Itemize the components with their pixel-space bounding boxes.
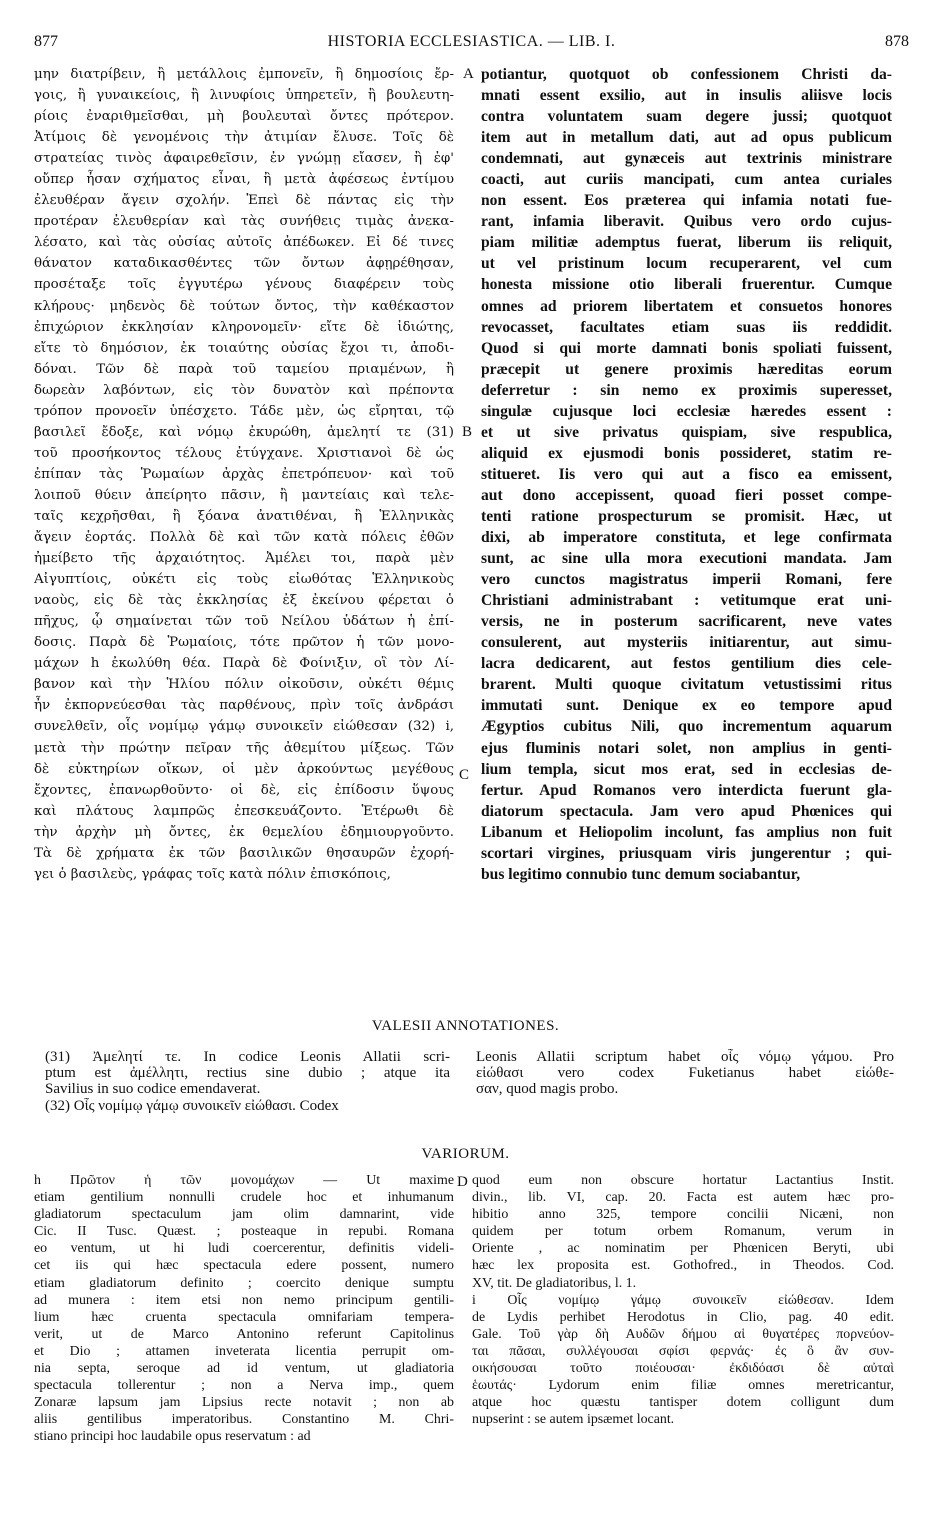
text-line: brarent. Multi quoque civitatum vetustissimi ritus xyxy=(481,676,892,694)
text-line: προσέταξε τοῖς ἐγγυτέρω γένους διαφέρειν τοὺς xyxy=(34,277,454,293)
text-line: nupserint : se autem ipsæmet locant. xyxy=(472,1412,675,1428)
text-line: οικήσουσαι τοῦτο ποιέουσαι· ἐκδιδόασι δὲ αὐταὶ xyxy=(472,1361,894,1377)
text-line: ναοὺς, εἰς δὲ τὰς ἐκκλησίας ἐξ ἐκείνου φέρεται ὁ xyxy=(34,593,454,609)
text-line: ἔχοντες, ἐπανωρθοῦντο· οἱ δὲ, εἰς ἐπίδοσιν ὕψους xyxy=(34,782,454,798)
text-line: εἴτε τὸ δημόσιον, ἐκ τοιαύτης οὐσίας ἔχοι τι, ἀποδι- xyxy=(34,340,454,356)
text-line: tenti ratione prospecturum se promisit. Hæc, ut xyxy=(481,507,892,525)
text-line: diatorum spectacula. Jam vero apud Phœnices qui xyxy=(481,802,892,820)
text-line: δωρεὰν λαβόντων, εἰς τὸν δυνατὸν καὶ πρέποντα xyxy=(34,382,454,398)
text-line: præcepit ut genere proximis hæreditas eorum xyxy=(481,360,892,378)
text-line: προτέραν ἐλευθερίαν καὶ τὰς συνήθεις τιμὰς ἀνεκα- xyxy=(34,214,454,230)
text-line: aut dono accepissent, quoad fieri posset compe- xyxy=(481,486,892,504)
text-line: divin., lib. VI, cap. 20. Facta est autem hæc pro- xyxy=(472,1190,894,1206)
text-line: hibitio anno 325, tempore concilii Nicæni, non xyxy=(472,1207,894,1223)
text-line: revocasset, facultates etiam suas iis reddidit. xyxy=(481,318,892,336)
text-line: Oriente , ac nominatim per Phœnicen Beryti, ubi xyxy=(472,1241,894,1257)
text-line: sunt, ac sine ulla mora executioni mandata. Jam xyxy=(481,550,892,568)
latin-text-column xyxy=(481,64,892,885)
text-line: ἠμείβετο τῆς ἀρχαιότητος. Ἀμέλει τοι, παρὰ μὲν xyxy=(34,551,454,567)
section-marker-b: B xyxy=(462,424,473,440)
variorum-notes-right xyxy=(472,1172,894,1428)
text-line: δόναι. Τῶν δὲ παρὰ τοῦ ταμείου πριαμένων, ἢ xyxy=(34,361,454,377)
text-line: ρίοις ἐναριθμεῖσθαι, μὴ βουλευταὶ ὄντες πρότερον. xyxy=(34,109,454,125)
text-line: Zonaræ lapsum jam Lipsius recte notavit ; non ab xyxy=(34,1395,454,1411)
text-line: (31) Ἀμελητί τε. In codice Leonis Allatii scri- xyxy=(45,1049,450,1065)
running-title: HISTORIA ECCLESIASTICA. — LIB. I. xyxy=(327,33,616,50)
text-line: scortari virgines, priusquam viris jungerentur ; qui- xyxy=(481,844,892,862)
text-line: συνελθεῖν, οἷς νομίμῳ γάμῳ συνοικεῖν εἰώθεσαν (32) i, xyxy=(34,719,454,735)
text-line: ἑωυτάς· Lydorum enim filiæ omnes meretricantur, xyxy=(472,1378,894,1394)
text-line: rant, infamia liberavit. Quibus vero ordo cujus- xyxy=(481,213,892,231)
text-line: τὴν ἀρχὴν μὴ ὄντες, ἐκ θεμελίου ἐδημιουργοῦντο. xyxy=(34,824,454,840)
text-line: οὔπερ ἦσαν σχήματος εἶναι, ἢ μετὰ ἀφέσεως ἐντίμου xyxy=(34,172,454,188)
text-line: Leonis Allatii scriptum habet οἷς νόμῳ γάμου. Pro xyxy=(476,1049,894,1065)
text-line: lium hæc cruenta spectacula omnifariam tempera- xyxy=(34,1309,454,1325)
text-line: βανον καὶ τὴν Ἡλίου πόλιν οἰκοῦσιν, οὐκέτι θέμις xyxy=(34,677,454,693)
page-number-left: 877 xyxy=(34,33,58,50)
text-line: Αἰγυπτίοις, οὐκέτι εἰς τοὺς εἰωθότας Ἑλληνικοὺς xyxy=(34,572,454,588)
text-line: consulerent, aut mysteriis initiarentur, aut simu- xyxy=(481,634,892,652)
text-line: μετὰ τὴν πρώτην πεῖραν τῆς ἀθεμίτου μίξεως. Τῶν xyxy=(34,740,454,756)
valesii-notes-left xyxy=(45,1049,450,1114)
running-header xyxy=(34,33,909,55)
text-line: nia septa, seroque ad id ventum, ut gladiatoria xyxy=(34,1361,454,1377)
text-line: λοιποῦ θύειν ἀπείρητο πᾶσιν, ἢ μαντείαις καὶ τελε- xyxy=(34,487,454,503)
text-line: λέσατο, καὶ τὰς οὐσίας αὐτοῖς ἀπέδωκεν. Εἰ δέ τινες xyxy=(34,235,454,251)
text-line: et Dio ; attamen inveterata licentia perrupit om- xyxy=(34,1343,454,1359)
text-line: cet iis qui hæc spectacula edere possent, numero xyxy=(34,1258,454,1274)
text-line: hæc lex proposita est. Gothofred., in Theodos. Cod. xyxy=(472,1258,894,1274)
text-line: gladiatorum spectaculum jam olim damnarint, vide xyxy=(34,1207,454,1223)
text-line: bus legitimo connubio tunc demum sociabantur, xyxy=(481,865,801,883)
text-line: item aut in metallum dati, aut ad opus publicum xyxy=(481,129,892,147)
text-line: (32) Οἷς νομίμῳ γάμῳ συνοικεῖν εἰώθασι. Codex xyxy=(45,1097,339,1114)
text-line: καὶ πλάτους λαμπρῶς ἐπεσκευάζοντο. Ἑτέρωθι δὲ xyxy=(34,803,454,819)
text-line: honesta missione otio liberali fruerentur. Cumque xyxy=(481,276,892,294)
text-line: πῆχυς, ᾧ σημαίνεται τῶν τοῦ Νείλου ὑδάτων ἡ ἐπί- xyxy=(34,614,454,630)
text-line: δὲ εὐκτηρίων οἴκων, οἱ μὲν ἀρκούντως μεγέθους xyxy=(34,761,454,777)
section-marker-c: C xyxy=(459,767,470,783)
valesii-annotations-heading: VALESII ANNOTATIONES. xyxy=(371,1018,560,1034)
text-line: deferretur : sin nemo ex proximis superesset, xyxy=(481,381,892,399)
section-marker-d: D xyxy=(457,1174,468,1190)
text-line: Quod si qui morte damnati bonis spoliati fuissent, xyxy=(481,339,892,357)
text-line: ἐλευθέραν ἄγειν σχολήν. Ἐπεὶ δὲ πάντας εἰς τὴν xyxy=(34,193,454,209)
text-line: Savilius in suo codice emendaverat. xyxy=(45,1081,261,1098)
text-line: etiam gentilium nonnulli crudele hoc et inhumanum xyxy=(34,1190,454,1206)
text-line: spectacula tollerentur ; non a Nerva imp., quem xyxy=(34,1378,454,1394)
text-line: τρόπον προνοεῖν ὑπέσχετο. Τάδε μὲν, ὡς εἴρηται, τῷ xyxy=(34,403,454,419)
text-line: Libanum et Heliopolim incolunt, fas amplius non fuit xyxy=(481,823,892,841)
text-line: potiantur, quotquot ob confessionem Christi da- xyxy=(481,66,892,83)
text-line: ταῖς κεχρῆσθαι, ἢ ξόανα ἀνατιθέναι, ἢ Ἑλληνικὰς xyxy=(34,508,454,524)
text-line: μην διατρίβειν, ἢ μετάλλοις ἐμπονεῖν, ἢ δημοσίοις ἔρ- xyxy=(34,67,454,82)
text-line: δοσις. Παρὰ δὲ Ῥωμαίοις, τότε πρῶτον ἡ τῶν μονο- xyxy=(34,635,454,651)
text-line: condemnati, aut gynæceis aut textrinis ministrare xyxy=(481,150,892,168)
text-line: stitueret. Iis vero qui aut a fisco ea emissent, xyxy=(481,465,892,483)
text-line: ἐπιχώριον ἐκκλησίαν κληρονομεῖν· εἴτε δὲ ἰδιώτης, xyxy=(34,319,454,335)
text-line: immutati sunt. Denique ex eo tempore apud xyxy=(481,697,892,715)
text-line: ται πᾶσαι, συλλέγουσαι σφίσι φερνάς· ἐς ὃ ἂν συν- xyxy=(472,1343,894,1359)
text-line: XV, tit. De gladiatoribus, l. 1. xyxy=(472,1275,637,1291)
variorum-notes-left xyxy=(34,1172,454,1446)
text-line: τοῦ προσήκοντος τέλους ἐτύγχανε. Χριστιανοὶ δὲ ὡς xyxy=(34,445,454,461)
text-line: γει ὁ βασιλεὺς, γράφας τοῖς κατὰ πόλιν ἐπισκόποις, xyxy=(34,866,391,882)
text-line: i Οἷς νομίμῳ γάμῳ συνοικεῖν εἰώθεσαν. Idem xyxy=(472,1292,894,1308)
text-line: ad munera : item etsi non nemo principum gentili- xyxy=(34,1292,454,1308)
variorum-heading: VARIORUM. xyxy=(421,1146,510,1162)
text-line: Ægyptios cubitus Nili, quo incrementum aquarum xyxy=(481,718,892,736)
text-line: fertur. Apud Romanos vero interdicta fuerunt gla- xyxy=(481,781,892,799)
text-line: ptum est ἀμέλλητι, rectius sine dubio ; atque ita xyxy=(45,1065,450,1082)
text-line: ἄγειν ἑορτάς. Πολλὰ δὲ καὶ τῶν κατὰ πόλεις ἐθῶν xyxy=(34,530,454,546)
text-line: ἦν ἐκπορνεύεσθαι τὰς παρθένους, πρὶν τοῖς ἀνδράσι xyxy=(34,698,454,714)
text-line: σαν, quod magis probo. xyxy=(476,1081,619,1098)
text-line: non essent. Eos præterea qui infamia notati fue- xyxy=(481,192,892,210)
text-line: γοις, ἢ γυναικείοις, ἢ λινυφίοις ὑπηρετεῖν, ἢ βουλευτη- xyxy=(34,88,454,104)
text-line: μάχων h ἐκωλύθη θέα. Παρὰ δὲ Φοίνιξιν, οἳ τὸν Λί- xyxy=(34,656,454,672)
text-line: stiano principi hoc laudabile opus reservatum : ad xyxy=(34,1429,311,1445)
text-line: ejus fluminis notari solet, non amplius in genti- xyxy=(481,739,892,757)
text-line: dixi, ab imperatore constituta, et lege confirmata xyxy=(481,529,892,547)
text-line: verit, ut de Marco Antonino referunt Capitolinus xyxy=(34,1326,454,1342)
text-line: et ut sive privatus quispiam, sive respublica, xyxy=(481,423,892,441)
text-line: contra voluntatem suam degere jussi; quotquot xyxy=(481,108,892,126)
page-number-right: 878 xyxy=(885,33,909,50)
text-line: etiam gladiatorum definito ; coercito denique sumptu xyxy=(34,1275,454,1291)
text-line: quod eum non obscure hortatur Lactantius Instit. xyxy=(472,1173,894,1188)
text-line: vero cunctos magistratus imperii Romani, fere xyxy=(481,571,892,589)
text-line: versis, ne in posterum sacrificarent, neve vates xyxy=(481,613,892,631)
text-line: ἐπίπαν τὰς Ῥωμαίων ἀρχὰς ἐπετρόπευον· καὶ τοῦ xyxy=(34,466,454,482)
text-line: quidem per totum orbem Romanum, verum in xyxy=(472,1224,894,1240)
section-marker-a: A xyxy=(463,66,474,82)
text-line: Christiani administrabant : vetitumque erat uni- xyxy=(481,592,892,610)
text-line: κλήρους· μηδενὸς δὲ τούτων ὄντος, τὴν καθέκαστον xyxy=(34,298,454,314)
text-line: omnes ad priorem libertatem et consuetos honores xyxy=(481,297,892,315)
text-line: atque hoc quæstu tantisper dotem colligunt dum xyxy=(472,1395,894,1411)
text-line: aliis gentilibus imperatoribus. Constantino M. Chri- xyxy=(34,1412,454,1428)
text-line: στρατείας τινὸς ἀφαιρεθεῖσιν, ἐν γνώμῃ εἴασεν, ἢ ἐφ' xyxy=(34,151,454,167)
text-line: piam militiæ ademptus fuerat, liberum iis reliquit, xyxy=(481,234,892,252)
text-line: aliquid ex ejusmodi bonis possideret, statim re- xyxy=(481,444,892,462)
text-line: h Πρῶτον ἡ τῶν μονομάχων — Ut maxime xyxy=(34,1173,454,1188)
text-line: coacti, aut curiis mancipati, cum antea curiales xyxy=(481,171,892,189)
text-line: Ἀτίμοις δὲ γενομένοις τὴν ἀτιμίαν ἔλυσε. Τοῖς δὲ xyxy=(34,130,454,146)
greek-text-column xyxy=(34,64,454,885)
text-line: lium templa, sicut mos erat, sed in ecclesias de- xyxy=(481,760,892,778)
text-line: lacra dedicarent, aut festos gentilium dies cele- xyxy=(481,655,892,673)
text-line: Gale. Τοῦ γὰρ δὴ Αυδῶν δήμου αἱ θυγατέρες πορνεύον- xyxy=(472,1326,894,1342)
text-line: Τὰ δὲ χρήματα ἐκ τῶν βασιλικῶν θησαυρῶν ἐχορή- xyxy=(34,845,454,861)
valesii-notes-right xyxy=(476,1049,894,1098)
text-line: εἰώθασι vero codex Fuketianus habet εἰώθε- xyxy=(476,1065,894,1082)
text-line: de Lydis perhibet Herodotus in Clio, pag. 40 edit. xyxy=(472,1309,894,1325)
text-line: Cic. II Tusc. Quæst. ; posteaque in repubi. Romana xyxy=(34,1224,454,1240)
text-line: θάνατον καταδικασθέντες τῶν ὄντων ἀφῃρέθησαν, xyxy=(34,256,454,272)
text-line: mnati essent exsilio, aut in insulis aliisve locis xyxy=(481,87,892,105)
text-line: eo ventum, ut hi ludi coercerentur, definitis videli- xyxy=(34,1241,454,1257)
text-line: singulæ cujusque loci ecclesiæ hæredes essent : xyxy=(481,402,892,420)
text-line: βασιλεῖ ἔδοξε, καὶ νόμῳ ἐκυρώθη, ἀμελητί τε (31) xyxy=(34,424,454,440)
text-line: ut vel pristinum locum recuperarent, vel cum xyxy=(481,255,892,273)
